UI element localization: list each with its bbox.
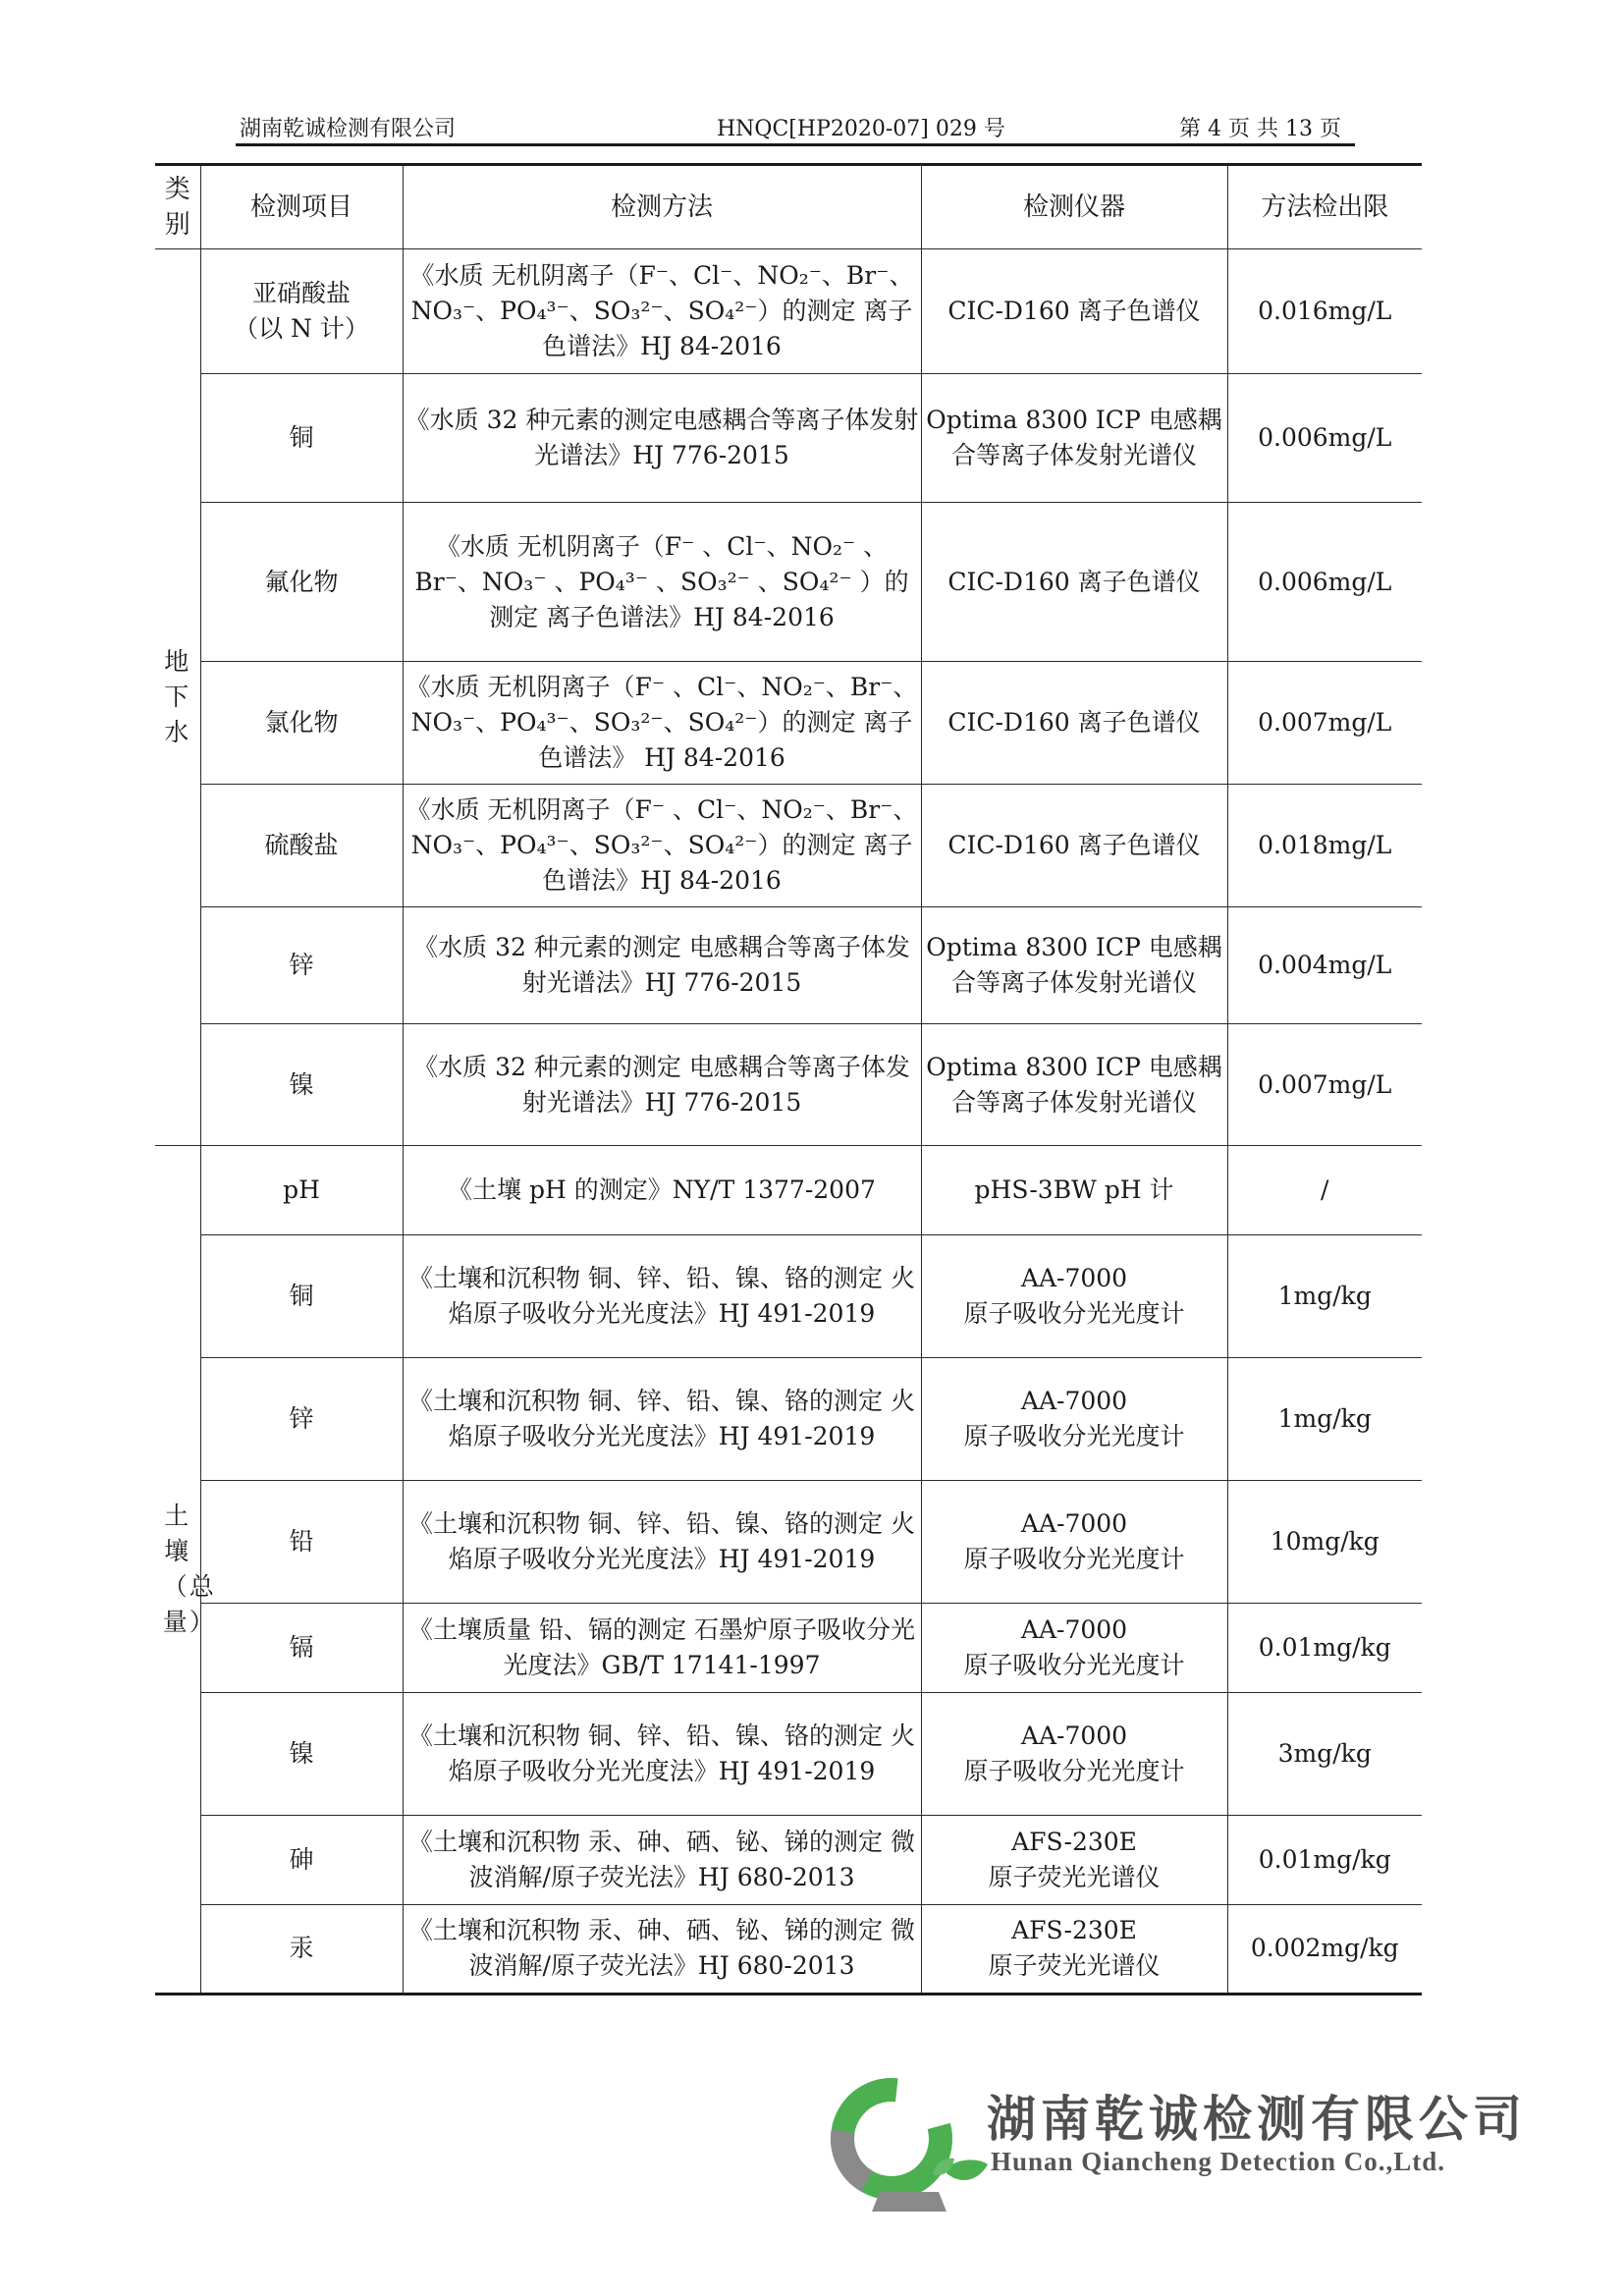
brand-name-cn: 湖南乾诚检测有限公司 <box>987 2091 1527 2148</box>
table-row <box>155 503 1422 662</box>
instrument-cell: pHS-3BW pH 计 <box>921 1145 1227 1234</box>
method-cell: 《水质 32 种元素的测定 电感耦合等离子体发射光谱法》HJ 776-2015 <box>403 907 921 1024</box>
item-cell: 锌 <box>200 907 403 1024</box>
table-row <box>155 1692 1422 1815</box>
limit-cell: 0.01mg/kg <box>1227 1816 1422 1905</box>
instrument-cell: CIC-D160 离子色谱仪 <box>921 503 1227 662</box>
method-cell: 《水质 无机阴离子（F⁻ 、Cl⁻、NO₂⁻、Br⁻、NO₃⁻、PO₄³⁻、SO₃²⁻、SO₄²⁻）的测定 离子色谱法》 HJ 84-2016 <box>403 661 921 784</box>
limit-cell: 0.007mg/L <box>1227 1024 1422 1145</box>
limit-cell: 0.01mg/kg <box>1227 1604 1422 1693</box>
table-row <box>155 249 1422 374</box>
instrument-cell: CIC-D160 离子色谱仪 <box>921 785 1227 907</box>
limit-cell: 1mg/kg <box>1227 1234 1422 1357</box>
header-report-number: HNQC[HP2020-07] 029 号 <box>717 117 1005 141</box>
instrument-cell: Optima 8300 ICP 电感耦合等离子体发射光谱仪 <box>921 1024 1227 1145</box>
item-cell: 氟化物 <box>200 503 403 662</box>
instrument-cell: CIC-D160 离子色谱仪 <box>921 249 1227 374</box>
method-cell: 《水质 32 种元素的测定电感耦合等离子体发射光谱法》HJ 776-2015 <box>403 374 921 503</box>
item-cell: 铅 <box>200 1480 403 1603</box>
item-cell: pH <box>200 1145 403 1234</box>
table-row <box>155 1234 1422 1357</box>
limit-cell: 0.006mg/L <box>1227 374 1422 503</box>
instrument-cell: Optima 8300 ICP 电感耦合等离子体发射光谱仪 <box>921 374 1227 503</box>
instrument-cell: AA-7000 原子吸收分光光度计 <box>921 1357 1227 1480</box>
method-cell: 《水质 32 种元素的测定 电感耦合等离子体发射光谱法》HJ 776-2015 <box>403 1024 921 1145</box>
col-header-item: 检测项目 <box>200 165 403 249</box>
test-methods-table <box>155 163 1422 1995</box>
item-cell: 铜 <box>200 1234 403 1357</box>
table-row <box>155 1604 1422 1693</box>
table-header-row <box>155 165 1422 249</box>
table-row <box>155 907 1422 1024</box>
table-row <box>155 1816 1422 1905</box>
method-cell: 《土壤和沉积物 铜、锌、铅、镍、铬的测定 火焰原子吸收分光光度法》HJ 491-2019 <box>403 1692 921 1815</box>
table-row <box>155 1480 1422 1603</box>
item-cell: 硫酸盐 <box>200 785 403 907</box>
method-cell: 《水质 无机阴离子（F⁻ 、Cl⁻、NO₂⁻ 、Br⁻、NO₃⁻ 、PO₄³⁻ 、SO₃²⁻ 、SO₄²⁻ ）的测定 离子色谱法》HJ 84-2016 <box>403 503 921 662</box>
limit-cell: / <box>1227 1145 1422 1234</box>
item-cell: 铜 <box>200 374 403 503</box>
instrument-cell: CIC-D160 离子色谱仪 <box>921 661 1227 784</box>
method-cell: 《水质 无机阴离子（F⁻、Cl⁻、NO₂⁻、Br⁻、NO₃⁻、PO₄³⁻、SO₃²⁻、SO₄²⁻）的测定 离子色谱法》HJ 84-2016 <box>403 249 921 374</box>
method-cell: 《土壤和沉积物 汞、砷、硒、铋、锑的测定 微波消解/原子荧光法》HJ 680-2013 <box>403 1904 921 1994</box>
instrument-cell: AA-7000 原子吸收分光光度计 <box>921 1480 1227 1603</box>
item-cell: 锌 <box>200 1357 403 1480</box>
item-cell: 亚硝酸盐 （以 N 计） <box>200 249 403 374</box>
table-row <box>155 785 1422 907</box>
header-company: 湖南乾诚检测有限公司 <box>240 117 457 141</box>
method-cell: 《土壤 pH 的测定》NY/T 1377-2007 <box>403 1145 921 1234</box>
instrument-cell: Optima 8300 ICP 电感耦合等离子体发射光谱仪 <box>921 907 1227 1024</box>
method-cell: 《土壤和沉积物 铜、锌、铅、镍、铬的测定 火焰原子吸收分光光度法》HJ 491-2019 <box>403 1357 921 1480</box>
table-row <box>155 374 1422 503</box>
limit-cell: 1mg/kg <box>1227 1357 1422 1480</box>
method-cell: 《土壤和沉积物 铜、锌、铅、镍、铬的测定 火焰原子吸收分光光度法》HJ 491-2019 <box>403 1480 921 1603</box>
col-header-instrument: 检测仪器 <box>921 165 1227 249</box>
limit-cell: 0.016mg/L <box>1227 249 1422 374</box>
table-row <box>155 1357 1422 1480</box>
table-row <box>155 661 1422 784</box>
item-cell: 镍 <box>200 1692 403 1815</box>
instrument-cell: AA-7000 原子吸收分光光度计 <box>921 1692 1227 1815</box>
table-row <box>155 1904 1422 1994</box>
item-cell: 砷 <box>200 1816 403 1905</box>
item-cell: 氯化物 <box>200 661 403 784</box>
method-cell: 《土壤和沉积物 汞、砷、硒、铋、锑的测定 微波消解/原子荧光法》HJ 680-2013 <box>403 1816 921 1905</box>
instrument-cell: AA-7000 原子吸收分光光度计 <box>921 1234 1227 1357</box>
category-cell: 地下水 <box>155 249 200 1146</box>
limit-cell: 0.002mg/kg <box>1227 1904 1422 1994</box>
instrument-cell: AFS-230E 原子荧光光谱仪 <box>921 1816 1227 1905</box>
item-cell: 汞 <box>200 1904 403 1994</box>
method-cell: 《土壤质量 铅、镉的测定 石墨炉原子吸收分光光度法》GB/T 17141-1997 <box>403 1604 921 1693</box>
method-cell: 《水质 无机阴离子（F⁻ 、Cl⁻、NO₂⁻、Br⁻、NO₃⁻、PO₄³⁻、SO₃²⁻、SO₄²⁻）的测定 离子色谱法》HJ 84-2016 <box>403 785 921 907</box>
table-row <box>155 1024 1422 1145</box>
col-header-limit: 方法检出限 <box>1227 165 1422 249</box>
limit-cell: 0.006mg/L <box>1227 503 1422 662</box>
limit-cell: 3mg/kg <box>1227 1692 1422 1815</box>
brand-name-en: Hunan Qiancheng Detection Co.,Ltd. <box>991 2147 1446 2176</box>
method-cell: 《土壤和沉积物 铜、锌、铅、镍、铬的测定 火焰原子吸收分光光度法》HJ 491-2019 <box>403 1234 921 1357</box>
limit-cell: 0.004mg/L <box>1227 907 1422 1024</box>
limit-cell: 0.018mg/L <box>1227 785 1422 907</box>
limit-cell: 0.007mg/L <box>1227 661 1422 784</box>
table-row <box>155 1145 1422 1234</box>
instrument-cell: AFS-230E 原子荧光光谱仪 <box>921 1904 1227 1994</box>
col-header-category: 类别 <box>155 165 200 249</box>
header-page-number: 第 4 页 共 13 页 <box>1179 117 1341 141</box>
category-cell: 土壤（总量） <box>155 1145 200 1994</box>
col-header-method: 检测方法 <box>403 165 921 249</box>
limit-cell: 10mg/kg <box>1227 1480 1422 1603</box>
item-cell: 镍 <box>200 1024 403 1145</box>
instrument-cell: AA-7000 原子吸收分光光度计 <box>921 1604 1227 1693</box>
page-header <box>236 110 1355 146</box>
item-cell: 镉 <box>200 1604 403 1693</box>
q-leaf-logo-icon <box>811 2072 998 2219</box>
